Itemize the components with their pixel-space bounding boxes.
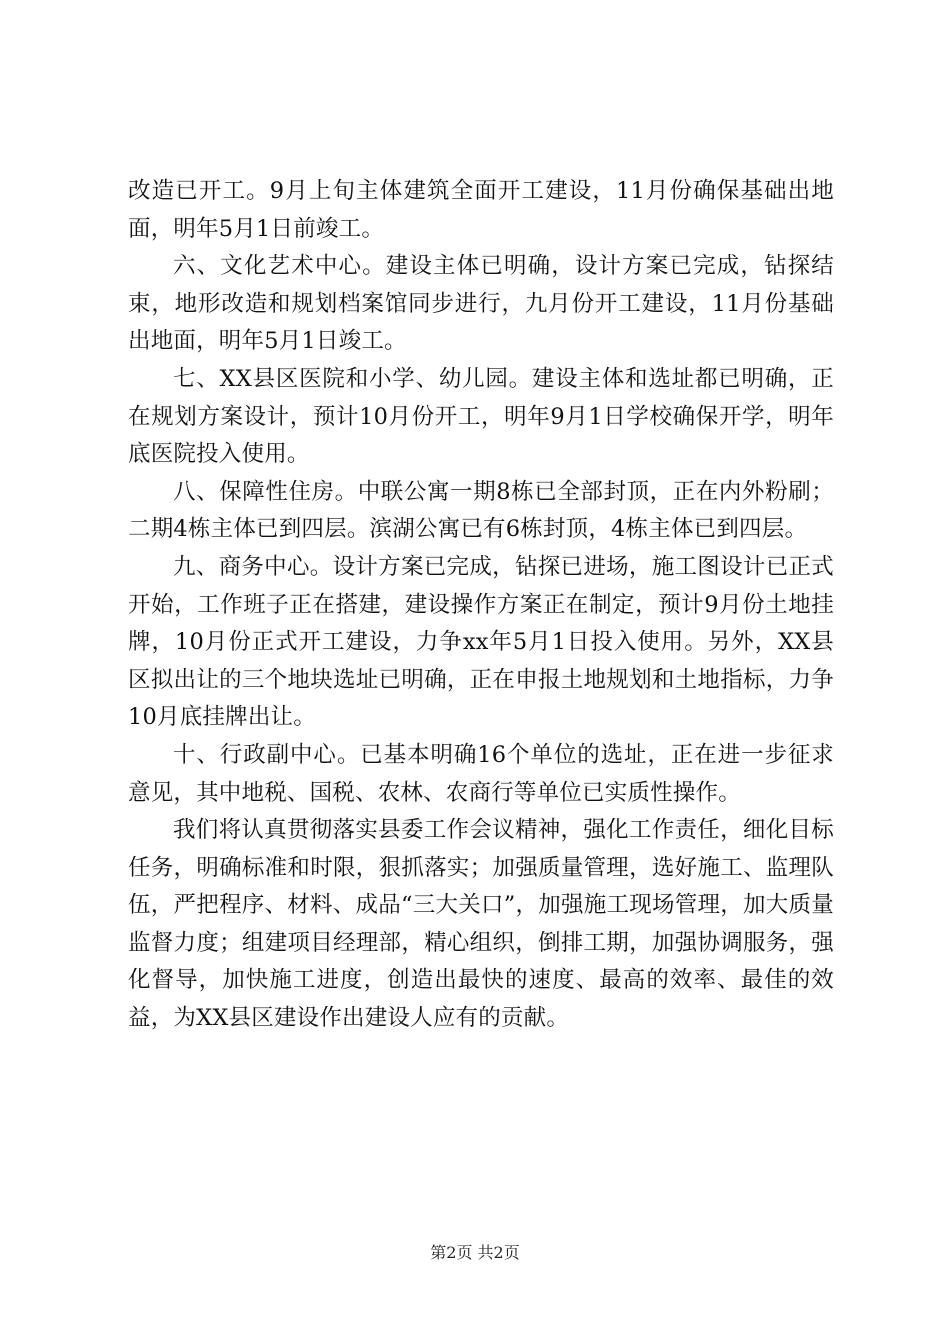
paragraph-affordable-housing: 八、保障性住房。中联公寓一期8栋已全部封顶，正在内外粉刷；二期4栋主体已到四层。滨湖公寓已有6栋封顶，4栋主体已到四层。 xyxy=(128,478,834,543)
paragraph-culture-art-center: 六、文化艺术中心。建设主体已明确，设计方案已完成，钻探结束，地形改造和规划档案馆同步进行，九月份开工建设，11月份基础出地面，明年5月1日竣工。 xyxy=(128,253,834,355)
document-body xyxy=(128,173,834,1038)
paragraph-hospital-school: 七、XX县区医院和小学、幼儿园。建设主体和选址都已明确，正在规划方案设计，预计10月份开工，明年9月1日学校确保开学，明年底医院投入使用。 xyxy=(128,365,834,468)
paragraph-continuation: 改造已开工。9月上旬主体建筑全面开工建设，11月份确保基础出地面，明年5月1日前竣工。 xyxy=(128,178,834,242)
page-number-footer: 第2页 共2页 xyxy=(430,1243,520,1262)
paragraph-business-center: 九、商务中心。设计方案已完成，钻探已进场，施工图设计已正式开始，工作班子正在搭建，建设操作方案正在制定，预计9月份土地挂牌，10月份正式开工建设，力争xx年5月1日投入使用。另外，XX县区拟出让的三个地块选址已明确，正在申报土地规划和土地指标，力争10月底挂牌出让。 xyxy=(128,553,834,731)
paragraph-conclusion: 我们将认真贯彻落实县委工作会议精神，强化工作责任，细化目标任务，明确标准和时限，狠抓落实；加强质量管理，选好施工、监理队伍，严把程序、材料、成品“三大关口”，加强施工现场管理，加大质量监督力度；组建项目经理部，精心组织，倒排工期，加强协调服务，强化督导，加快施工进度，创造出最快的速度、最高的效率、最佳的效益，为XX县区建设作出建设人应有的贡献。 xyxy=(128,817,834,1032)
paragraph-admin-subcenter: 十、行政副中心。已基本明确16个单位的选址，正在进一步征求意见，其中地税、国税、农林、农商行等单位已实质性操作。 xyxy=(128,741,834,806)
